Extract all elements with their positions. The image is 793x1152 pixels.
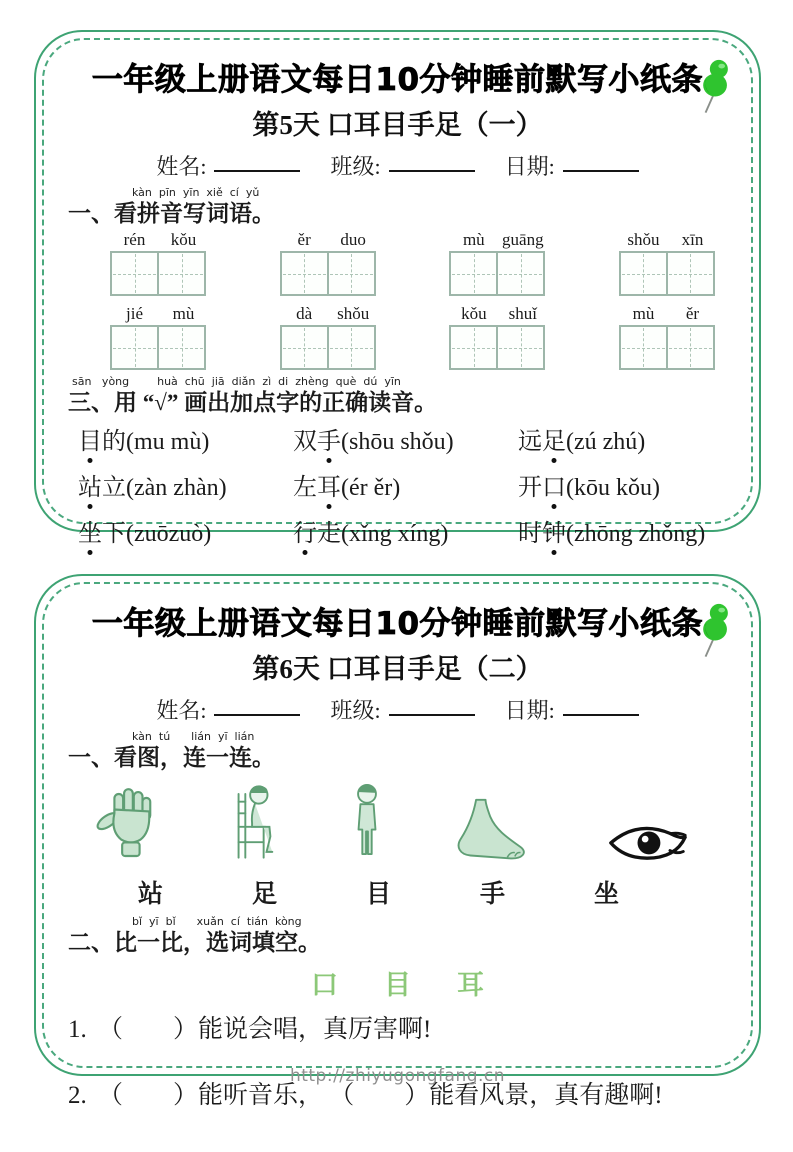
sentence-number: 1.: [68, 1016, 87, 1043]
section3-heading: 三、用 “√” 画出加点字的正确读音。: [68, 390, 438, 415]
pinyin-word-row-1: [68, 230, 727, 296]
syllable: xīn: [681, 230, 704, 249]
class-blank[interactable]: [389, 694, 475, 716]
card2-titlebar: [68, 598, 727, 643]
foot-illustration[interactable]: [452, 796, 538, 864]
word-bank-choice[interactable]: 目: [384, 970, 411, 1000]
syllable: kǒu: [461, 304, 487, 323]
syllable: kǒu: [170, 230, 197, 249]
date-label: 日期:: [504, 154, 555, 179]
writing-grid[interactable]: [280, 325, 376, 370]
word-group: [110, 304, 208, 370]
hand-illustration[interactable]: [96, 786, 158, 864]
card-day5-inner: [42, 38, 753, 547]
pronunciation-choice-grid: [78, 427, 727, 549]
word-group: [449, 230, 547, 296]
pronunciation-item[interactable]: 行走(xǐng xíng): [293, 521, 449, 547]
card2-student-fields: [68, 694, 727, 725]
page-title: 一年级上册语文每日10分钟睡前默写小纸条: [91, 606, 704, 642]
name-blank[interactable]: [214, 150, 300, 172]
boy-standing-illustration[interactable]: [351, 782, 383, 864]
word-group: [280, 230, 378, 296]
page-title: 一年级上册语文每日10分钟睡前默写小纸条: [91, 62, 704, 98]
card1-subtitle: 第5天 口耳目手足（一）: [252, 110, 543, 140]
worksheet-card-day6: [34, 574, 761, 1109]
section1-heading: 一、看图，连一连。: [68, 745, 275, 770]
syllable: shuǐ: [508, 304, 537, 323]
word-group: [449, 304, 547, 370]
name-label: 姓名:: [156, 154, 207, 179]
pushpin-icon: [697, 56, 735, 118]
section2-heading: 二、比一比，选词填空。: [68, 930, 321, 955]
pronunciation-item[interactable]: 左耳(ér ěr): [293, 475, 401, 501]
date-blank[interactable]: [563, 150, 639, 172]
card1-student-fields: [68, 150, 727, 181]
class-blank[interactable]: [389, 150, 475, 172]
name-blank[interactable]: [214, 694, 300, 716]
pronunciation-item[interactable]: 目的(mu mù): [78, 429, 210, 455]
section3-pinyin: sān yòng huà chū jiā diǎn zì di zhèng què dú yīn: [72, 375, 401, 388]
syllable: mù: [172, 304, 195, 323]
worksheet-card-day5: [34, 30, 761, 547]
syllable: ěr: [297, 230, 311, 249]
card2-subtitle: 第6天 口耳目手足（二）: [252, 654, 543, 684]
word-bank-choice[interactable]: 口: [311, 970, 338, 1000]
section1-heading: 一、看拼音写词语。: [68, 201, 275, 226]
word-group: [619, 230, 717, 296]
syllable: shǒu: [627, 230, 660, 249]
sentence-text: （ ）能听音乐， （ ）能看风景，真有趣啊!: [98, 1082, 663, 1109]
writing-grid[interactable]: [619, 325, 715, 370]
sentence-number: 2.: [68, 1082, 87, 1109]
syllable: shǒu: [337, 304, 370, 323]
syllable: ěr: [685, 304, 700, 323]
writing-grid[interactable]: [619, 251, 715, 296]
writing-grid[interactable]: [110, 251, 206, 296]
syllable: duo: [340, 230, 366, 249]
pronunciation-item[interactable]: 远足(zú zhú): [518, 429, 646, 455]
fill-in-sentence-1: [68, 1014, 727, 1046]
syllable: jié: [126, 304, 143, 323]
matching-labels-row: [68, 874, 727, 910]
match-label[interactable]: 坐: [593, 881, 619, 908]
syllable: rén: [123, 230, 146, 249]
card1-titlebar: [68, 54, 727, 99]
writing-grid[interactable]: [449, 325, 545, 370]
section1-pinyin: kàn pīn yīn xiě cí yǔ: [132, 186, 260, 199]
syllable: mù: [632, 304, 655, 323]
word-group: [619, 304, 717, 370]
pinyin-word-row-2: [68, 304, 727, 370]
match-label[interactable]: 手: [479, 881, 505, 908]
section1-pinyin: kàn tú lián yī lián: [132, 730, 255, 743]
syllable: guāng: [502, 230, 544, 249]
matching-pictures-row: [68, 776, 727, 864]
word-group: [110, 230, 208, 296]
pronunciation-item[interactable]: 站立(zàn zhàn): [78, 475, 227, 501]
writing-grid[interactable]: [110, 325, 206, 370]
date-blank[interactable]: [563, 694, 639, 716]
syllable: mù: [462, 230, 485, 249]
eye-illustration[interactable]: [607, 818, 689, 864]
sentence-text: （ ）能说会唱，真厉害啊!: [98, 1016, 432, 1043]
site-url[interactable]: http://zhiyugongfang.cn: [289, 1066, 506, 1086]
boy-sitting-on-chair-illustration[interactable]: [227, 778, 281, 864]
pronunciation-item[interactable]: 时钟(zhōng zhǒng): [518, 521, 706, 547]
pronunciation-item[interactable]: 双手(shōu shǒu): [293, 429, 454, 455]
section2-pinyin: bǐ yī bǐ xuǎn cí tián kòng: [132, 915, 302, 928]
class-label: 班级:: [330, 698, 381, 723]
word-bank-choice[interactable]: 耳: [457, 970, 484, 1000]
pronunciation-item[interactable]: 开口(kōu kǒu): [518, 475, 660, 501]
writing-grid[interactable]: [449, 251, 545, 296]
match-label[interactable]: 站: [138, 881, 164, 908]
name-label: 姓名:: [156, 698, 207, 723]
syllable: dà: [296, 304, 313, 323]
class-label: 班级:: [330, 154, 381, 179]
match-label[interactable]: 目: [365, 881, 391, 908]
date-label: 日期:: [504, 698, 555, 723]
pronunciation-item[interactable]: 坐下(zuōzuò): [78, 521, 212, 547]
writing-grid[interactable]: [280, 251, 376, 296]
word-group: [280, 304, 378, 370]
word-bank-row: [68, 963, 727, 1002]
pushpin-icon: [697, 600, 735, 662]
match-label[interactable]: 足: [251, 881, 277, 908]
